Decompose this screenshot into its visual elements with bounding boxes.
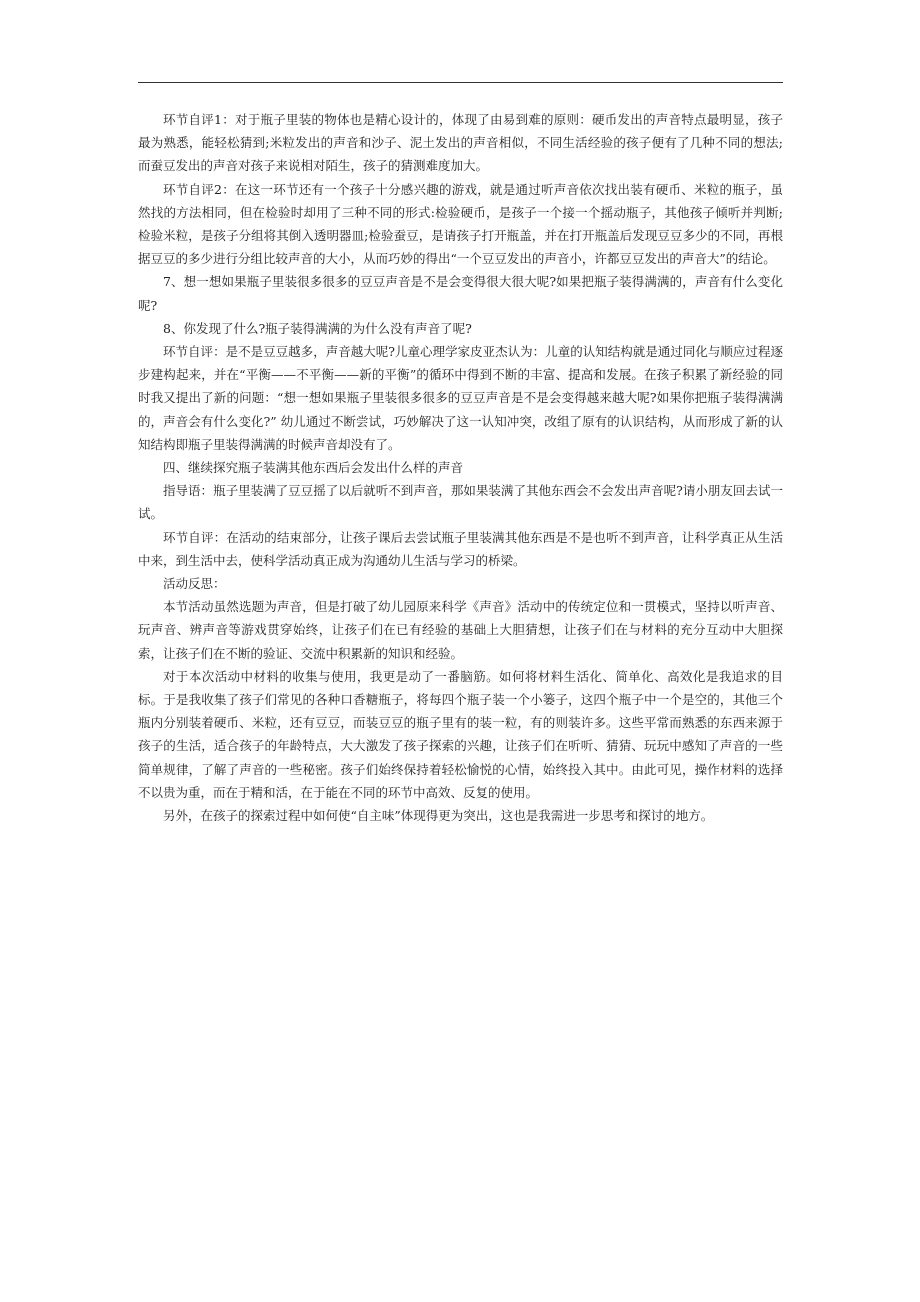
paragraph-question-8: 8、你发现了什么?瓶子装得满满的为什么没有声音了呢? [163,320,472,336]
section-heading-4: 四、继续探究瓶子装满其他东西后会发出什么样的声音 [163,460,464,476]
paragraph-self-eval-2: 环节自评2：在这一环节还有一个孩子十分感兴趣的游戏，就是通过听声音依次找出装有硬币、米粒的瓶子，虽然找的方法相同，但在检验时却用了三种不同的形式:检验硬币，是孩子一个接一个摇动瓶子，其他孩子倾听并判断;检验米粒，是孩子分组将其倒入透明器皿;检验蚕豆，是请孩子打开瓶盖，并在打开瓶盖后发现豆豆多少的不同，再根据豆豆的多少进行分组比较声音的大小，从而巧妙的得出“一个豆豆发出的声音小，许都豆豆发出的声音大”的结论。 [138,181,783,267]
paragraph-self-eval-4: 环节自评：在活动的结束部分，让孩子课后去尝试瓶子里装满其他东西是不是也听不到声音，让科学真正从生活中来，到生活中去，使科学活动真正成为沟通幼儿生活与学习的桥梁。 [138,529,783,568]
paragraph-reflection-2: 对于本次活动中材料的收集与使用，我更是动了一番脑筋。如何将材料生活化、简单化、高效化是我追求的目标。于是我收集了孩子们常见的各种口香糖瓶子，将每四个瓶子装一个小篓子，这四个瓶子中一个是空的，其他三个瓶内分别装着硬币、米粒，还有豆豆，而装豆豆的瓶子里有的装一粒，有的则装许多。这些平常而熟悉的东西来源于孩子的生活，适合孩子的年龄特点，大大激发了孩子探索的兴趣，让孩子们在听听、猜猜、玩玩中感知了声音的一些简单规律，了解了声音的一些秘密。孩子们始终保持着轻松愉悦的心情，始终投入其中。由此可见，操作材料的选择不以贵为重，而在于精和活，在于能在不同的环节中高效、反复的使用。 [138,668,783,800]
paragraph-reflection-3: 另外，在孩子的探索过程中如何使“自主味”体现得更为突出，这也是我需进一步思考和探讨的地方。 [163,808,714,824]
paragraph-question-7: 7、想一想如果瓶子里装很多很多的豆豆声音是不是会变得很大很大呢?如果把瓶子装得满满的，声音有什么变化呢? [138,274,783,313]
paragraph-self-eval-1: 环节自评1：对于瓶子里装的物体也是精心设计的，体现了由易到难的原则：硬币发出的声音特点最明显，孩子最为熟悉，能轻松猜到;米粒发出的声音和沙子、泥土发出的声音相似，不同生活经验的孩子便有了几种不同的想法;而蚕豆发出的声音对孩子来说相对陌生，孩子的猜测难度加大。 [138,112,783,174]
paragraph-self-eval-3: 环节自评：是不是豆豆越多，声音越大呢?儿童心理学家皮亚杰认为：儿童的认知结构就是通过同化与顺应过程逐步建构起来，并在“平衡——不平衡——新的平衡”的循环中得到不断的丰富、提高和发展。在孩子积累了新经验的同时我又提出了新的问题：“想一想如果瓶子里装很多很多的豆豆声音是不是会变得越来越大呢?如果你把瓶子装得满满的，声音会有什么变化?” 幼儿通过不断尝试，巧妙解决了这一认知冲突，改组了原有的认识结构，从而形成了新的认知结构即瓶子里装得满满的时候声音却没有了。 [138,344,783,452]
reflection-heading: 活动反思： [163,576,226,592]
header-rule [138,82,783,83]
paragraph-guidance: 指导语：瓶子里装满了豆豆摇了以后就听不到声音，那如果装满了其他东西会不会发出声音呢?请小朋友回去试一试。 [138,483,783,522]
paragraph-reflection-1: 本节活动虽然选题为声音，但是打破了幼儿园原来科学《声音》活动中的传统定位和一贯模式，坚持以听声音、玩声音、辨声音等游戏贯穿始终，让孩子们在已有经验的基础上大胆猜想，让孩子们在与材料的充分互动中大胆探索，让孩子们在不断的验证、交流中积累新的知识和经验。 [138,599,783,661]
document-body [138,108,783,827]
